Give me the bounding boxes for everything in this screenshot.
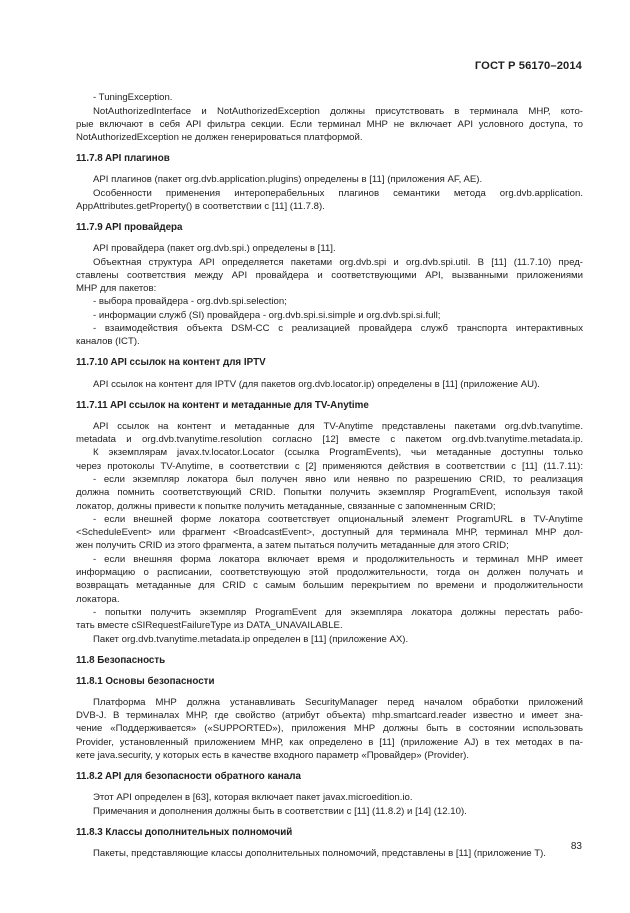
text-line: - TuningException. [93,92,173,103]
text-line: Объектная структура API определяется пакетами org.dvb.spi и org.dvb.spi.util. В [11] (11.7.10) пред- [93,256,583,268]
text-line: - попытки получить экземпляр ProgramEvent для экземпляра локатора должны перестать рабо- [93,606,583,618]
text-line: через протоколы TV-Anytime, в соответствии с [2] применяются действия в соответствии с [11] (11.7.11): [76,460,583,472]
text-lines [76,91,583,871]
page-number: 83 [570,841,582,852]
text-line: чение «Поддерживается» («SUPPORTED»), приложения МНР должны быть в состоянии использовать [76,723,583,735]
text-line: жен получить CRID из этого фрагмента, а затем пытаться получить метаданные для этого CRID; [76,540,509,552]
text-line: - если экземпляр локатора был получен явно или неявно по разрешению CRID, то реализация [93,473,583,485]
text-line: ставлены соответствия между API провайдера и соответствующими API, вызванными приложениями [76,269,583,281]
text-line: кете java.security, у которых есть в качестве входного параметр «Провайдер» (Provider). [76,750,470,761]
text-line: AppAttributes.getProperty() в соответствии с [11] (11.7.8). [76,201,325,213]
text-line: DVB-J. В терминалах МНР, где свойство (атрибут объекта) mhp.smartcard.reader известно и имеет зна- [76,710,583,722]
text-line: К экземплярам javax.tv.locator.Locator (ссылка ProgramEvents), чьи метаданные доступны только [93,447,583,459]
text-line: - информации служб (SI) провайдера - org.dvb.spi.si.simple и org.dvb.spi.si.full; [93,309,441,321]
text-line: тать вместе cSIRequestFailureType из DATA_UNAVAILABLE. [76,620,343,632]
section-heading: 11.8.2 API для безопасности обратного канала [76,771,301,783]
standard-id: ГОСТ Р 56170–2014 [474,60,582,72]
text-line: должна помнить соответствующий CRID. Попытки получить экземпляр ProgramEvent, используя такой [76,487,583,499]
text-line: МНР для пакетов: [76,283,157,295]
section-heading: 11.8.3 Классы дополнительных полномочий [76,826,293,838]
text-line: <ScheduleEvent> или фрагмент <BroadcastEvent>, доступный для терминала МНР, терминал МНР дол- [76,527,583,539]
text-line: API ссылок на контент и метаданные для TV-Anytime представлены пакетами org.dvb.tvanytime. [93,420,583,432]
text-line: NotAuthorizedInterface и NotAuthorizedException должны присутствовать в терминала МНР, кото- [93,105,583,117]
text-line: Пакеты, представляющие классы дополнительных полномочий, представлены в [11] (приложение Т). [93,847,546,859]
section-heading: 11.7.11 API ссылок на контент и метаданные для TV-Anytime [76,399,369,411]
text-line: API ссылок на контент для IPTV (для пакетов org.dvb.locator.ip) определены в [11] (приложение AU). [93,378,540,390]
section-heading: 11.7.9 API провайдера [76,222,183,234]
text-line: metadata и org.dvb.tvanytime.resolution согласно [12] вместе с пакетом org.dvb.tvanytime.metadata.ip. [76,434,583,445]
text-line: Пакет org.dvb.tvanytime.metadata.ip определен в [11] (приложение AX). [93,633,409,645]
text-line: каналов (ICT). [76,336,140,348]
text-line: API плагинов (пакет org.dvb.application.plugins) определены в [11] (приложения AF, AE). [93,174,483,186]
text-line: Особенности применения интероперабельных плагинов семантики метода org.dvb.application. [93,187,583,199]
text-line: NotAuthorizedException не должен генерироваться платформой. [76,132,363,144]
body-text [76,91,583,871]
text-line: Этот API определен в [63], которая включает пакет javax.microedition.io. [93,792,413,804]
text-line: локатора. [76,593,120,605]
text-line: - взаимодействия объекта DSM-CC с реализацией провайдера служб транспорта интерактивных [93,323,583,334]
text-line: Платформа МНР должна устанавливать SecurityManager перед началом обработки приложений [93,696,583,708]
text-line: - выбора провайдера - org.dvb.spi.selection; [93,296,287,308]
section-heading: 11.7.8 API плагинов [76,153,170,165]
section-heading: 11.8.1 Основы безопасности [76,675,215,687]
text-line: - если внешняя форма локатора включает время и продолжительность и терминал МНР имеет [93,553,583,565]
section-heading: 11.7.10 API ссылок на контент для IPTV [76,357,266,369]
text-line: API провайдера (пакет org.dvb.spi.) определены в [11]. [93,243,336,255]
text-line: Provider, установленный приложением МНР, как определено в [11] (приложение AJ) в тех методах в па- [76,736,583,748]
text-line: информацию о расписании, соответствующую этой продолжительности, тогда он должен получать и [76,567,583,578]
text-line: Примечания и дополнения должны быть в соответствии с [11] (11.8.2) и [14] (12.10). [93,805,467,817]
text-line: локатор, должны привести к попытке получить метаданные, связанные с запомненным CRID; [76,500,496,512]
text-line: рые включают в себя API фильтра секции. Если терминал МНР не включает API условного доступа, то [76,118,583,130]
text-line: - если внешней форме локатора соответствует опциональный элемент ProgramURL в TV-Anytime [93,513,583,525]
section-heading: 11.8 Безопасность [76,654,166,666]
text-line: возвращать метаданные для CRID с самым большим перекрытием по времени и продолжительности [76,580,583,592]
